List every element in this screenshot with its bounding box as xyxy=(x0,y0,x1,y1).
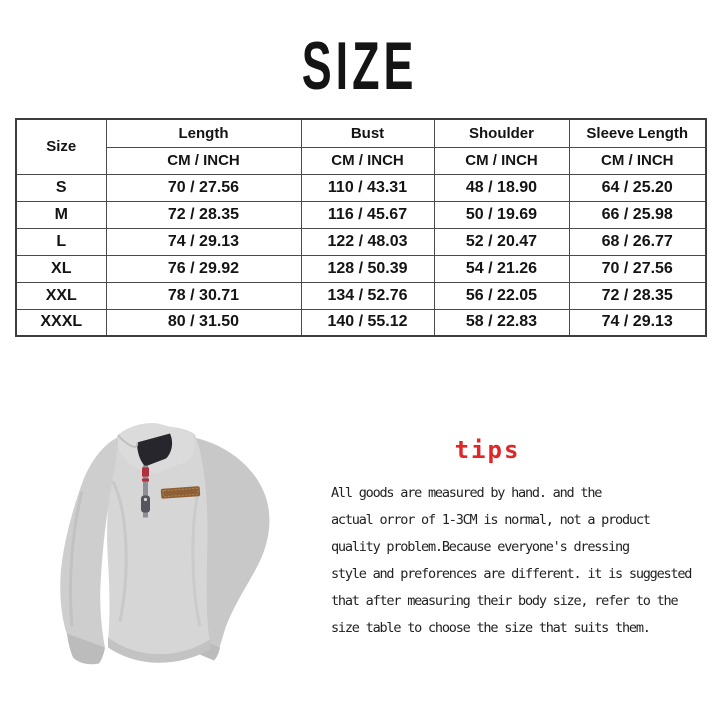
bust-value: 128 / 50.39 xyxy=(301,255,434,282)
size-label: XL xyxy=(16,255,106,282)
length-value: 72 / 28.35 xyxy=(106,201,301,228)
page-title-text: SIZE xyxy=(302,28,418,104)
length-value: 78 / 30.71 xyxy=(106,282,301,309)
unit-shoulder: CM / INCH xyxy=(434,147,569,174)
sleeve-length-value: 68 / 26.77 xyxy=(569,228,706,255)
table-row xyxy=(16,174,706,201)
tips-line: quality problem.Because everyone's dressing xyxy=(331,539,629,555)
bust-value: 140 / 55.12 xyxy=(301,309,434,336)
sleeve-length-value: 64 / 25.20 xyxy=(569,174,706,201)
tips-line: that after measuring their body size, refer to the xyxy=(331,593,678,609)
table-header-row xyxy=(16,119,706,147)
zipper-red-accent xyxy=(142,468,149,477)
sleeve-length-value: 72 / 28.35 xyxy=(569,282,706,309)
size-label: M xyxy=(16,201,106,228)
size-label: XXXL xyxy=(16,309,106,336)
table-row xyxy=(16,255,706,282)
length-value: 70 / 27.56 xyxy=(106,174,301,201)
shoulder-value: 52 / 20.47 xyxy=(434,228,569,255)
unit-sleeve-length: CM / INCH xyxy=(569,147,706,174)
length-value: 76 / 29.92 xyxy=(106,255,301,282)
bust-value: 122 / 48.03 xyxy=(301,228,434,255)
size-table xyxy=(15,118,707,337)
shoulder-value: 54 / 21.26 xyxy=(434,255,569,282)
size-label: S xyxy=(16,174,106,201)
header-size: Size xyxy=(16,119,106,174)
length-value: 74 / 29.13 xyxy=(106,228,301,255)
header-shoulder: Shoulder xyxy=(434,119,569,147)
shoulder-value: 58 / 22.83 xyxy=(434,309,569,336)
tips-line: style and preforences are different. it is suggested xyxy=(331,566,692,582)
table-unit-row xyxy=(16,147,706,174)
header-length: Length xyxy=(106,119,301,147)
unit-length: CM / INCH xyxy=(106,147,301,174)
tips-line: All goods are measured by hand. and the xyxy=(331,485,602,501)
tips-line: size table to choose the size that suits them. xyxy=(331,620,650,636)
shoulder-value: 50 / 19.69 xyxy=(434,201,569,228)
table-row xyxy=(16,282,706,309)
table-row xyxy=(16,201,706,228)
unit-bust: CM / INCH xyxy=(301,147,434,174)
tips-line: actual orror of 1-3CM is normal, not a product xyxy=(331,512,650,528)
header-sleeve-length: Sleeve Length xyxy=(569,119,706,147)
bust-value: 116 / 45.67 xyxy=(301,201,434,228)
sleeve-length-value: 74 / 29.13 xyxy=(569,309,706,336)
length-value: 80 / 31.50 xyxy=(106,309,301,336)
sleeve-length-value: 66 / 25.98 xyxy=(569,201,706,228)
bust-value: 110 / 43.31 xyxy=(301,174,434,201)
header-bust: Bust xyxy=(301,119,434,147)
tips-title: tips xyxy=(454,436,521,464)
size-label: L xyxy=(16,228,106,255)
size-label: XXL xyxy=(16,282,106,309)
shoulder-value: 56 / 22.05 xyxy=(434,282,569,309)
bust-value: 134 / 52.76 xyxy=(301,282,434,309)
table-row xyxy=(16,228,706,255)
table-row xyxy=(16,309,706,336)
tips-text xyxy=(331,480,711,642)
page-title xyxy=(0,30,720,102)
product-photo xyxy=(58,420,278,668)
shoulder-value: 48 / 18.90 xyxy=(434,174,569,201)
sweatshirt-illustration xyxy=(58,420,278,668)
sleeve-length-value: 70 / 27.56 xyxy=(569,255,706,282)
